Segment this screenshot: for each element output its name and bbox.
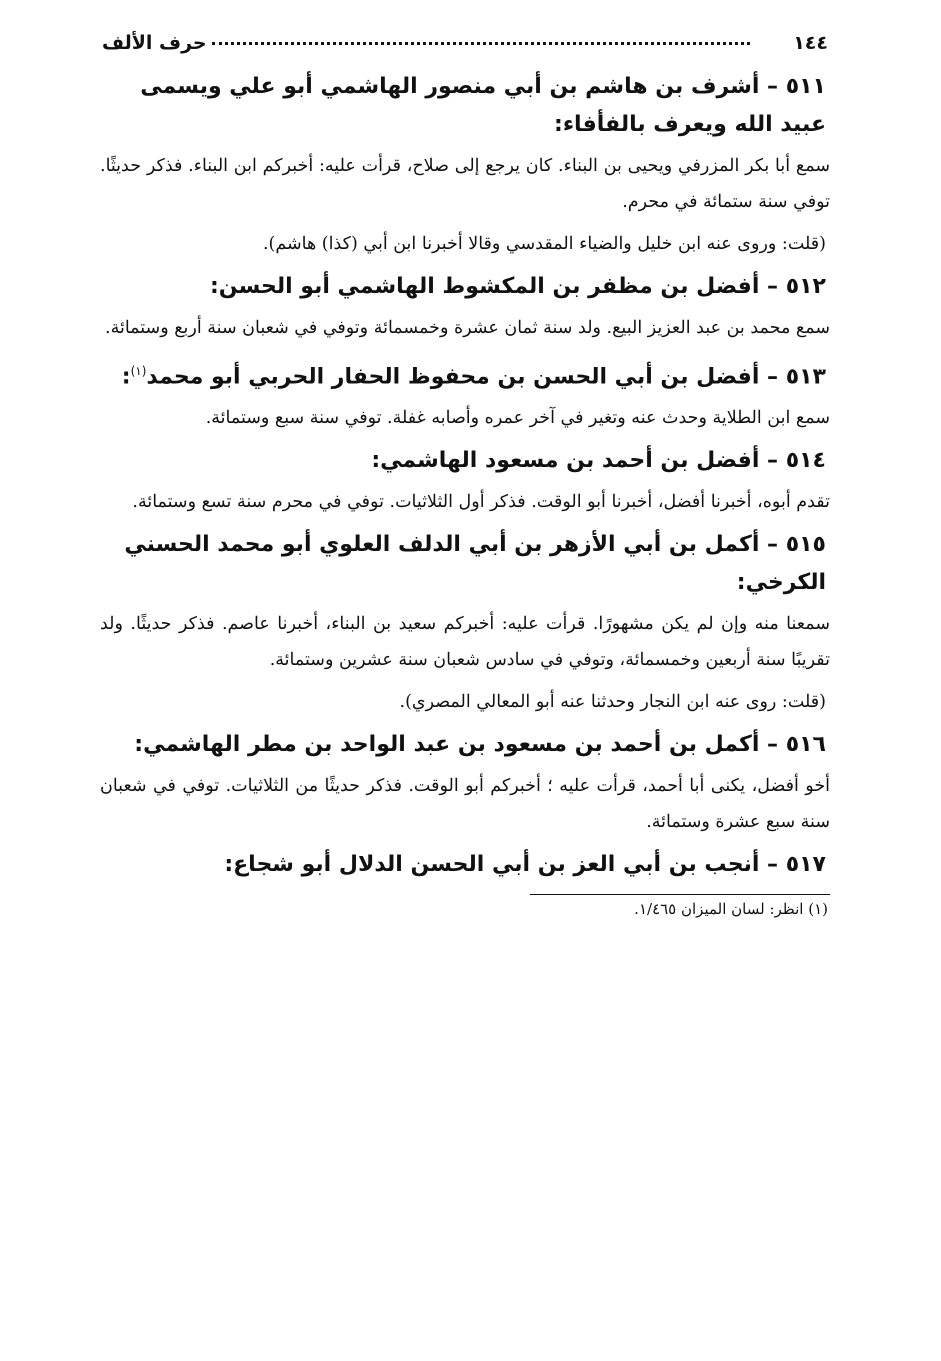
entry-title: ٥١٦ – أكمل بن أحمد بن مسعود بن عبد الواحد بن مطر الهاشمي: xyxy=(134,732,826,758)
entry-title-colon: : xyxy=(121,364,131,390)
entry-body: سمع أبا بكر المزرفي ويحيى بن البناء. كان يرجع إلى صلاح، قرأت عليه: أخبركم ابن البناء. فذكر حديثًا. توفي سنة ستمائة في محرم. xyxy=(100,156,830,212)
entry-title: ٥١٤ – أفضل بن أحمد بن مسعود الهاشمي: xyxy=(371,448,826,474)
footnote-marker: (١) xyxy=(130,364,147,378)
running-title: حرف الألف xyxy=(102,32,207,54)
entry-note: (قلت: وروى عنه ابن خليل والضياء المقدسي وقالا أخبرنا ابن أبي (كذا) هاشم). xyxy=(262,234,826,254)
header-dotted-leader xyxy=(212,42,750,45)
entry-title: ٥١٢ – أفضل بن مظفر بن المكشوط الهاشمي أبو الحسن: xyxy=(209,274,826,299)
entry-body: سمع محمد بن عبد العزيز البيع. ولد سنة ثمان عشرة وخمسمائة وتوفي في شعبان سنة أربع وستمائة. xyxy=(105,318,830,338)
entry-note: (قلت: روى عنه ابن النجار وحدثنا عنه أبو المعالي المصري). xyxy=(399,692,826,713)
entry-title: ٥١١ – أشرف بن هاشم بن أبي منصور الهاشمي أبو علي ويسمى عبيد الله ويعرف بالفأفاء: xyxy=(140,74,826,137)
entry-title: ٥١٧ – أنجب بن أبي العز بن أبي الحسن الدلال أبو شجاع: xyxy=(224,852,826,878)
entry-title: ٥١٥ – أكمل بن أبي الأزهر بن أبي الدلف العلوي أبو محمد الحسني الكرخي: xyxy=(124,532,826,596)
entry-body: أخو أفضل، يكنى أبا أحمد، قرأت عليه ؛ أخبركم أبو الوقت. فذكر حديثًا من الثلاثيات. توفي في شعبان سنة سبع عشرة وستمائة. xyxy=(100,776,830,833)
entry-body: سمع ابن الطلاية وحدث عنه وتغير في آخر عمره وأصابه غفلة. توفي سنة سبع وستمائة. xyxy=(205,408,830,429)
entry-body: سمعنا منه وإن لم يكن مشهورًا. قرأت عليه: أخبركم سعيد بن البناء، أخبرنا عاصم. فذكر حديثًا. ولد تقريبًا سنة أربعين وخمسمائة، وتوفي في سادس شعبان سنة عشرين وستمائة. xyxy=(100,614,830,671)
footnote: (١) انظر: لسان الميزان ١/٤٦٥. xyxy=(634,900,828,919)
entry-title xyxy=(100,352,830,396)
page-header xyxy=(100,30,830,64)
entry-title-text: ٥١٣ – أفضل بن أبي الحسن بن محفوظ الحفار الحربي أبو محمد xyxy=(146,364,826,390)
page-number: ١٤٤ xyxy=(793,32,828,54)
document-page xyxy=(100,30,830,923)
entry-body: تقدم أبوه، أخبرنا أفضل، أخبرنا أبو الوقت. فذكر أول الثلاثيات. توفي في محرم سنة تسع وستمائة. xyxy=(132,492,830,513)
